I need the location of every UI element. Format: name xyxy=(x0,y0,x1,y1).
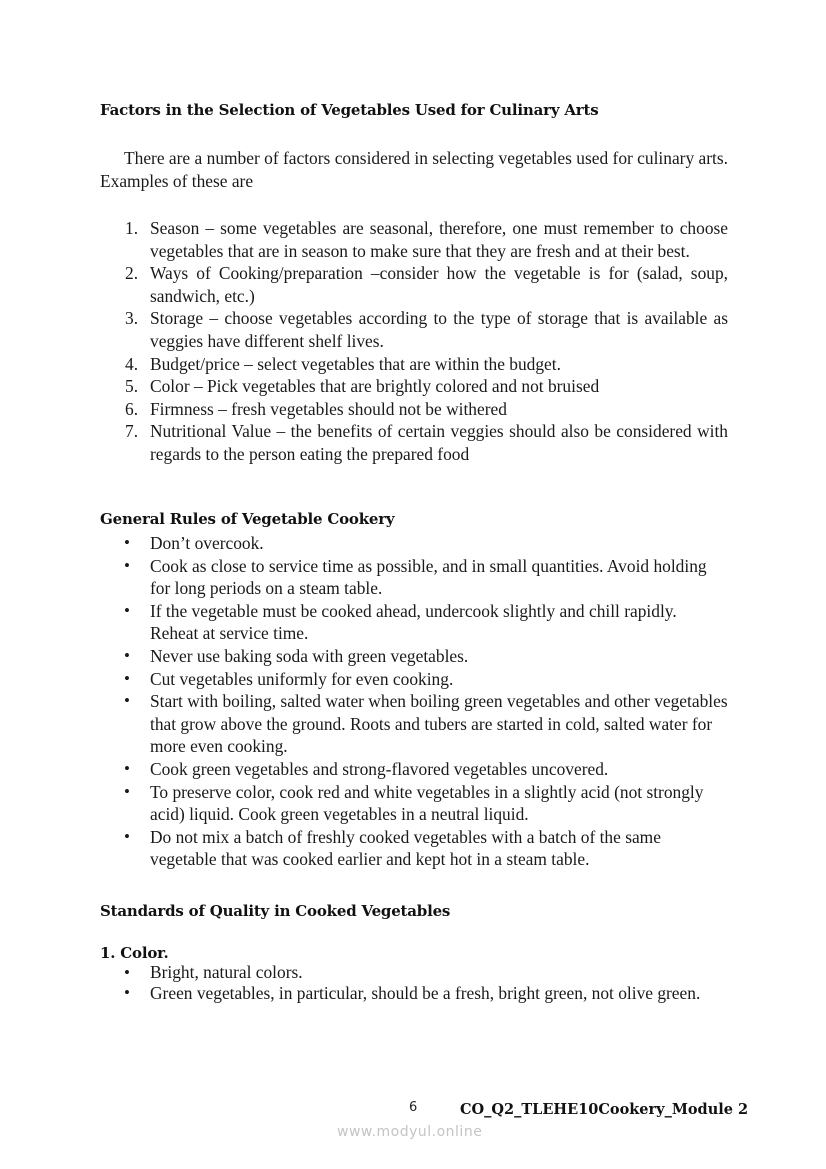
list-item xyxy=(100,690,728,758)
list-item-text: Cut vegetables uniformly for even cooking. xyxy=(150,668,454,689)
list-item-text: Cook green vegetables and strong-flavored vegetables uncovered. xyxy=(150,758,609,779)
list-item-text: Do not mix a batch of freshly cooked vegetables with a batch of the same vegetable that was cooked earlier and kept hot in a steam table. xyxy=(150,826,661,870)
list-item xyxy=(100,600,728,645)
list-item-text: Season – some vegetables are seasonal, therefore, one must remember to choose vegetables that are in season to make sure that they are fresh and at their best. xyxy=(150,218,728,261)
list-item-text: Budget/price – select vegetables that are within the budget. xyxy=(150,353,561,374)
bullet-icon: • xyxy=(124,781,130,801)
subheading-color: 1. Color. xyxy=(100,944,169,962)
list-number: 3. xyxy=(125,308,139,329)
list-item xyxy=(100,420,728,465)
page-number: 6 xyxy=(409,1100,418,1115)
bullet-icon: • xyxy=(124,533,130,552)
list-number: 1. xyxy=(125,218,139,238)
list-item xyxy=(100,758,728,781)
list-item xyxy=(100,555,728,600)
list-item xyxy=(100,532,728,555)
list-number: 7. xyxy=(125,421,139,442)
list-item xyxy=(100,645,728,668)
list-item xyxy=(100,668,728,691)
list-item-text: Nutritional Value – the benefits of certain veggies should also be considered with regards to the person eating the prepared food xyxy=(150,421,728,464)
section-heading-standards: Standards of Quality in Cooked Vegetables xyxy=(100,902,451,920)
module-code: CO_Q2_TLEHE10Cookery_Module 2 xyxy=(460,1101,749,1118)
list-number: 6. xyxy=(125,398,139,419)
bullet-icon: • xyxy=(124,668,130,688)
section-heading-general-rules: General Rules of Vegetable Cookery xyxy=(100,510,395,528)
list-number: 5. xyxy=(125,376,139,397)
list-item-text: Storage – choose vegetables according to the type of storage that is available as veggies have different shelf lives. xyxy=(150,308,728,351)
list-item-text: Start with boiling, salted water when boiling green vegetables and other vegetables that grow above the ground. Roots and tubers are started in cold, salted water for more even cooking. xyxy=(150,691,728,757)
list-item-text: Firmness – fresh vegetables should not be withered xyxy=(150,398,507,419)
watermark: www.modyul.online xyxy=(337,1124,483,1140)
list-item xyxy=(100,307,728,352)
bullet-icon: • xyxy=(124,826,130,846)
list-item xyxy=(100,398,728,421)
bullet-icon: • xyxy=(124,963,130,982)
list-item xyxy=(100,826,728,871)
section-heading-factors: Factors in the Selection of Vegetables Used for Culinary Arts xyxy=(100,101,599,119)
list-item-text: Cook as close to service time as possible, and in small quantities. Avoid holding for long periods on a steam table. xyxy=(150,555,707,599)
list-item-text: Ways of Cooking/preparation –consider how the vegetable is for (salad, soup, sandwich, etc.) xyxy=(150,263,728,306)
list-item xyxy=(100,217,728,262)
list-item xyxy=(100,375,728,398)
list-item xyxy=(100,781,728,826)
bullet-icon: • xyxy=(124,600,130,620)
list-number: 2. xyxy=(125,263,139,284)
color-standards-list xyxy=(100,962,728,1003)
list-item-text: Green vegetables, in particular, should be a fresh, bright green, not olive green. xyxy=(150,983,701,1003)
bullet-icon: • xyxy=(124,758,130,778)
intro-paragraph xyxy=(100,147,728,192)
list-item-text: Never use baking soda with green vegetables. xyxy=(150,645,469,666)
bullet-icon: • xyxy=(124,983,130,1002)
intro-text: There are a number of factors considered in selecting vegetables used for culinary arts. Examples of these are xyxy=(100,148,728,191)
general-rules-list xyxy=(100,532,728,871)
list-item-text: To preserve color, cook red and white vegetables in a slightly acid (not strongly acid) liquid. Cook green vegetables in a neutral liquid. xyxy=(150,781,704,825)
list-item-text: Color – Pick vegetables that are brightly colored and not bruised xyxy=(150,376,600,397)
list-item-text: If the vegetable must be cooked ahead, undercook slightly and chill rapidly. Reheat at service time. xyxy=(150,600,677,644)
bullet-icon: • xyxy=(124,645,130,665)
list-item xyxy=(100,962,728,983)
list-item xyxy=(100,262,728,307)
list-item xyxy=(100,353,728,376)
list-number: 4. xyxy=(125,353,139,374)
list-item-text: Bright, natural colors. xyxy=(150,962,303,982)
list-item xyxy=(100,983,728,1003)
factors-list xyxy=(100,217,728,466)
list-item-text: Don’t overcook. xyxy=(150,533,264,553)
bullet-icon: • xyxy=(124,555,130,575)
bullet-icon: • xyxy=(124,691,130,711)
